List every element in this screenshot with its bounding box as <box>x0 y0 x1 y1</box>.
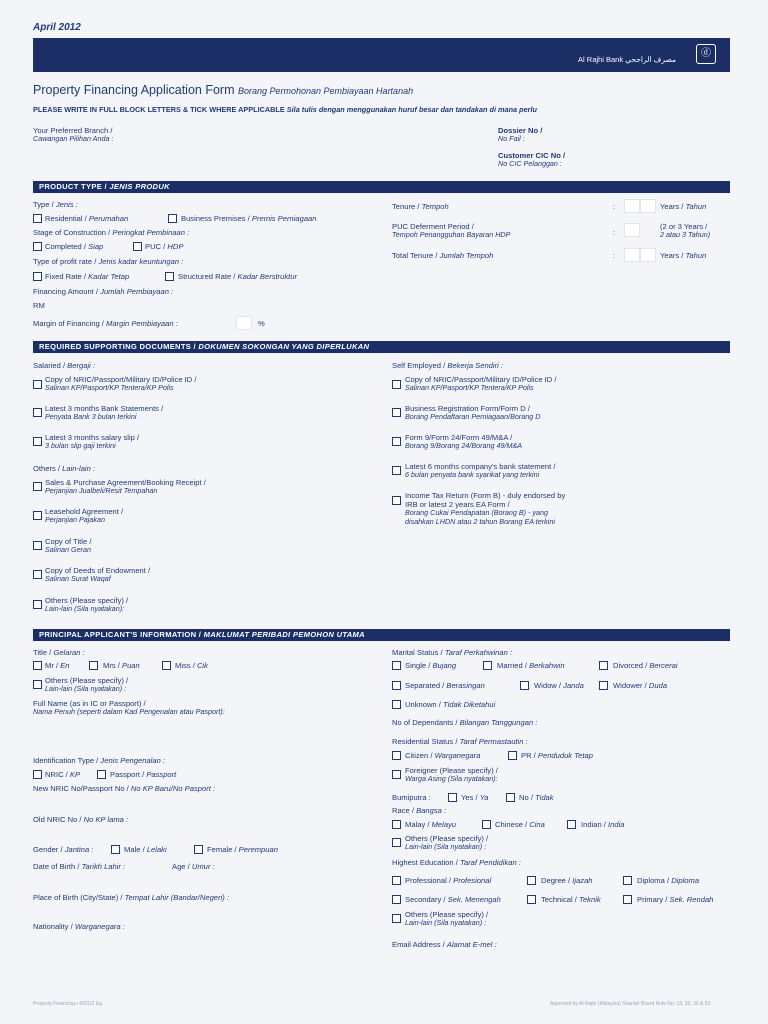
tenure-input-1[interactable] <box>624 199 640 213</box>
doc-checkbox[interactable] <box>33 511 42 520</box>
pr-checkbox[interactable] <box>508 751 517 760</box>
doc-checkbox[interactable] <box>33 600 42 609</box>
total-tenure-input-1[interactable] <box>624 248 640 262</box>
residential-status-label: Residential Status / Taraf Permastautin : <box>392 737 528 746</box>
deferment-input[interactable] <box>624 223 640 237</box>
primary-label: Primary / Sek. Rendah <box>637 895 714 904</box>
nric-label: NRIC / KP <box>45 770 81 779</box>
deferment-note-malay: 2 atau 3 Tahun) <box>660 230 711 239</box>
stage-label: Stage of Construction / Peringkat Pembinaan : <box>33 228 190 237</box>
doc-label-malay: 3 bulan slip gaji terkini <box>45 441 116 450</box>
race-others-label: Others (Please specify) / <box>405 834 489 843</box>
tax-return-label: Income Tax Return (Form B) - duly endorsed by <box>405 491 566 500</box>
total-tenure-years: Years / Tahun <box>660 251 707 260</box>
cic-label: Customer CIC No / <box>498 151 566 160</box>
unknown-checkbox[interactable] <box>392 700 401 709</box>
self-employed-label: Self Employed / Bekerja Sendiri : <box>392 361 504 370</box>
doc-label: Latest 3 months Bank Statements / <box>45 404 164 413</box>
structured-rate-checkbox[interactable] <box>165 272 174 281</box>
salaried-label: Salaried / Bergaji : <box>33 361 96 370</box>
mr-label: Mr / En <box>45 661 70 670</box>
doc-label: Copy of NRIC/Passport/Military ID/Police ID / <box>45 375 197 384</box>
doc-label-malay: Salinan KP/Pasport/KP Tentera/KP Polis <box>405 383 534 392</box>
female-checkbox[interactable] <box>194 845 203 854</box>
mr-checkbox[interactable] <box>33 661 42 670</box>
separated-checkbox[interactable] <box>392 681 401 690</box>
foreigner-label: Foreigner (Please specify) / <box>405 766 498 775</box>
tenure-label: Tenure / Tempoh <box>392 202 449 211</box>
header-banner <box>33 38 730 72</box>
bumiputra-no-checkbox[interactable] <box>506 793 515 802</box>
miss-label: Miss / Cik <box>175 661 208 670</box>
residential-checkbox[interactable] <box>33 214 42 223</box>
technical-label: Technical / Teknik <box>541 895 601 904</box>
completed-label: Completed / Siap <box>45 242 104 251</box>
branch-label: Your Preferred Branch / <box>33 126 113 135</box>
dependants-label: No of Dependants / Bilangan Tanggungan : <box>392 718 538 727</box>
education-label: Highest Education / Taraf Pendidikan : <box>392 858 521 867</box>
race-others-label-malay: Lain-lain (Sila nyatakan) : <box>405 842 487 851</box>
age-label: Age / Umur : <box>172 862 215 871</box>
old-nric-label: Old NRIC No / No KP lama : <box>33 815 129 824</box>
margin-label: Margin of Financing / Margin Pembiayaan : <box>33 319 178 328</box>
section-applicant-information: PRINCIPAL APPLICANT'S INFORMATION / MAKLUMAT PERIBADI PEMOHON UTAMA <box>33 629 730 641</box>
primary-checkbox[interactable] <box>623 895 632 904</box>
dob-label: Date of Birth / Tarikh Lahir : <box>33 862 126 871</box>
technical-checkbox[interactable] <box>527 895 536 904</box>
fullname-label-malay: Nama Penuh (seperti dalam Kad Pengenalan atau Pasport): <box>33 707 225 716</box>
professional-label: Professional / Profesional <box>405 876 492 885</box>
tax-return-label-malay-2: disahkan LHDN atau 2 tahun Borang EA terkini <box>405 517 555 526</box>
doc-checkbox[interactable] <box>392 380 401 389</box>
malay-checkbox[interactable] <box>392 820 401 829</box>
doc-label-malay: Salinan KP/Pasport/KP Tentera/KP Polis <box>45 383 174 392</box>
email-label: Email Address / Alamat E-mel : <box>392 940 497 949</box>
new-nric-label: New NRIC No/Passport No / No KP Baru/No Pasport : <box>33 784 216 793</box>
puc-checkbox[interactable] <box>133 242 142 251</box>
divorced-checkbox[interactable] <box>599 661 608 670</box>
tenure-input-2[interactable] <box>640 199 656 213</box>
widower-checkbox[interactable] <box>599 681 608 690</box>
others-label: Others / Lain-lain : <box>33 464 96 473</box>
doc-label: Leasehold Agreement / <box>45 507 124 516</box>
race-label: Race / Bangsa : <box>392 806 447 815</box>
doc-checkbox[interactable] <box>33 541 42 550</box>
edu-others-label: Others (Please specify) / <box>405 910 489 919</box>
margin-input[interactable] <box>236 316 252 330</box>
doc-label-malay: Lain-lain (Sila nyatakan): <box>45 604 125 613</box>
citizen-checkbox[interactable] <box>392 751 401 760</box>
male-label: Male / Lelaki <box>124 845 167 854</box>
single-label: Single / Bujang <box>405 661 457 670</box>
total-tenure-colon: : <box>613 251 616 260</box>
financing-amount-label: Financing Amount / Jumlah Pembiayaan : <box>33 287 174 296</box>
doc-label: Copy of NRIC/Passport/Military ID/Police ID / <box>405 375 557 384</box>
title-others-label-malay: Lain-lain (Sila nyatakan) : <box>45 684 127 693</box>
race-others-checkbox[interactable] <box>392 838 401 847</box>
doc-label: Latest 6 months company's bank statement / <box>405 462 556 471</box>
doc-label: Business Registration Form/Form D / <box>405 404 530 413</box>
title-label: Title / Gelaran : <box>33 648 85 657</box>
total-tenure-label: Total Tenure / Jumlah Tempoh <box>392 251 494 260</box>
male-checkbox[interactable] <box>111 845 120 854</box>
id-type-label: Identification Type / Jenis Pengenalan : <box>33 756 166 765</box>
doc-label-malay: Salinan Surat Waqaf <box>45 574 111 583</box>
female-label: Female / Perempuan <box>207 845 278 854</box>
widower-label: Widower / Duda <box>613 681 668 690</box>
type-label: Type / Jenis : <box>33 200 78 209</box>
form-date: April 2012 <box>33 22 81 33</box>
puc-deferment-label-malay: Tempoh Penangguhan Bayaran HDP <box>392 230 511 239</box>
fixed-rate-checkbox[interactable] <box>33 272 42 281</box>
single-checkbox[interactable] <box>392 661 401 670</box>
bumiputra-yes-label: Yes / Ya <box>461 793 489 802</box>
diploma-label: Diploma / Diploma <box>637 876 700 885</box>
diploma-checkbox[interactable] <box>623 876 632 885</box>
doc-label-malay: Penyata Bank 3 bulan terkini <box>45 412 137 421</box>
deferment-note: (2 or 3 Years / <box>660 222 708 231</box>
bumiputra-yes-checkbox[interactable] <box>448 793 457 802</box>
fullname-label: Full Name (as in IC or Passport) / <box>33 699 146 708</box>
deferment-colon: : <box>613 228 616 237</box>
doc-label: Copy of Deeds of Endowment / <box>45 566 151 575</box>
separated-label: Separated / Berasingan <box>405 681 485 690</box>
business-premises-label: Business Premises / Premis Perniagaan <box>181 214 317 223</box>
chinese-checkbox[interactable] <box>482 820 491 829</box>
edu-others-label-malay: Lain-lain (Sila nyatakan) : <box>405 918 487 927</box>
doc-label-malay: Borang 9/Borang 24/Borang 49/M&A <box>405 441 523 450</box>
tax-return-label-2: IRB or latest 2 years EA Form / <box>405 500 510 509</box>
footer-right: Approved by Al Rajhi (Malaysia) Shariah Board Rule No: 13, 39, 30 & 53 <box>550 1001 711 1007</box>
branch-label-malay: Cawangan Pilihan Anda : <box>33 134 114 143</box>
doc-label-malay: Salinan Geran <box>45 545 91 554</box>
doc-checkbox[interactable] <box>392 408 401 417</box>
widow-label: Widow / Janda <box>534 681 584 690</box>
edu-others-checkbox[interactable] <box>392 914 401 923</box>
chinese-label: Chinese / Cina <box>495 820 545 829</box>
doc-checkbox[interactable] <box>33 570 42 579</box>
foreigner-checkbox[interactable] <box>392 770 401 779</box>
nationality-label: Nationality / Warganegara : <box>33 922 125 931</box>
total-tenure-input-2[interactable] <box>640 248 656 262</box>
unknown-label: Unknown / Tidak Diketahui <box>405 700 496 709</box>
puc-deferment-label: PUC Deferment Period / <box>392 222 474 231</box>
doc-label: Copy of Title / <box>45 537 92 546</box>
footer-left: Property Financing-i 4/2012 Eg <box>33 1001 102 1007</box>
foreigner-label-malay: Warga Asing (Sila nyatakan): <box>405 774 498 783</box>
business-premises-checkbox[interactable] <box>168 214 177 223</box>
pr-label: PR / Penduduk Tetap <box>521 751 593 760</box>
currency-label: RM <box>33 301 45 310</box>
indian-checkbox[interactable] <box>567 820 576 829</box>
structured-rate-label: Structured Rate / Kadar Berstruktur <box>178 272 298 281</box>
tax-return-label-malay: Borang Cukai Pendapatan (Borang B) - yang <box>405 508 549 517</box>
doc-checkbox[interactable] <box>33 437 42 446</box>
completed-checkbox[interactable] <box>33 242 42 251</box>
doc-checkbox[interactable] <box>33 380 42 389</box>
married-checkbox[interactable] <box>483 661 492 670</box>
nric-checkbox[interactable] <box>33 770 42 779</box>
indian-label: Indian / India <box>581 820 625 829</box>
mrs-checkbox[interactable] <box>89 661 98 670</box>
doc-label-malay: 6 bulan penyata bank syarikat yang terkini <box>405 470 540 479</box>
bank-logo-icon: ⓓ <box>696 44 716 64</box>
bumiputra-label: Bumiputra : <box>392 793 431 802</box>
widow-checkbox[interactable] <box>520 681 529 690</box>
malay-label: Malay / Melayu <box>405 820 457 829</box>
dossier-label: Dossier No / <box>498 126 543 135</box>
married-label: Married / Berkahwin <box>497 661 565 670</box>
miss-checkbox[interactable] <box>162 661 171 670</box>
passport-label: Passport / Passport <box>110 770 177 779</box>
professional-checkbox[interactable] <box>392 876 401 885</box>
title-others-checkbox[interactable] <box>33 680 42 689</box>
gender-label: Gender / Jantina : <box>33 845 94 854</box>
secondary-label: Secondary / Sek. Menengah <box>405 895 501 904</box>
bumiputra-no-label: No / Tidak <box>519 793 554 802</box>
doc-label: Others (Please specify) / <box>45 596 129 605</box>
dossier-label-malay: No Fail : <box>498 134 525 143</box>
divorced-label: Divorced / Bercerai <box>613 661 678 670</box>
residential-label: Residential / Perumahan <box>45 214 129 223</box>
doc-label: Form 9/Form 24/Form 49/M&A / <box>405 433 513 442</box>
mrs-label: Mrs / Puan <box>103 661 140 670</box>
passport-checkbox[interactable] <box>97 770 106 779</box>
doc-checkbox[interactable] <box>392 437 401 446</box>
doc-checkbox[interactable] <box>392 466 401 475</box>
citizen-label: Citizen / Warganegara <box>405 751 481 760</box>
form-title: Property Financing Application Form Borang Permohonan Pembiayaan Hartanah <box>33 83 414 97</box>
section-supporting-documents: REQUIRED SUPPORTING DOCUMENTS / DOKUMEN SOKONGAN YANG DIPERLUKAN <box>33 341 730 353</box>
doc-checkbox[interactable] <box>33 408 42 417</box>
puc-label: PUC / HDP <box>145 242 184 251</box>
marital-label: Marital Status / Taraf Perkahwinan : <box>392 648 513 657</box>
percent-sign: % <box>258 319 265 328</box>
pob-label: Place of Birth (City/State) / Tempat Lahir (Bandar/Negeri) : <box>33 893 229 902</box>
degree-label: Degree / Ijazah <box>541 876 593 885</box>
profit-rate-label: Type of profit rate / Jenis kadar keuntungan : <box>33 257 184 266</box>
doc-checkbox[interactable] <box>33 482 42 491</box>
degree-checkbox[interactable] <box>527 876 536 885</box>
cic-label-malay: No CIC Pelanggan : <box>498 159 562 168</box>
title-others-label: Others (Please specify) / <box>45 676 129 685</box>
doc-label-malay: Perjanjian Pajakan <box>45 515 105 524</box>
doc-label-malay: Borang Pendaftaran Perniagaan/Borang D <box>405 412 541 421</box>
tenure-colon: : <box>613 202 616 211</box>
doc-checkbox[interactable] <box>392 496 401 505</box>
form-instruction: PLEASE WRITE IN FULL BLOCK LETTERS & TICK WHERE APPLICABLE Sila tulis dengan menggunakan huruf besar dan tandakan di mana perlu <box>33 105 537 114</box>
section-product-type: PRODUCT TYPE / JENIS PRODUK <box>33 181 730 193</box>
doc-label: Latest 3 months salary slip / <box>45 433 140 442</box>
doc-label: Sales & Purchase Agreement/Booking Receipt / <box>45 478 206 487</box>
secondary-checkbox[interactable] <box>392 895 401 904</box>
tenure-years: Years / Tahun <box>660 202 707 211</box>
fixed-rate-label: Fixed Rate / Kadar Tetap <box>45 272 130 281</box>
doc-label-malay: Perjanjian Jualbeli/Resit Tempahan <box>45 486 158 495</box>
bank-name: Al Rajhi Bank مصرف الراجحي <box>578 55 676 64</box>
